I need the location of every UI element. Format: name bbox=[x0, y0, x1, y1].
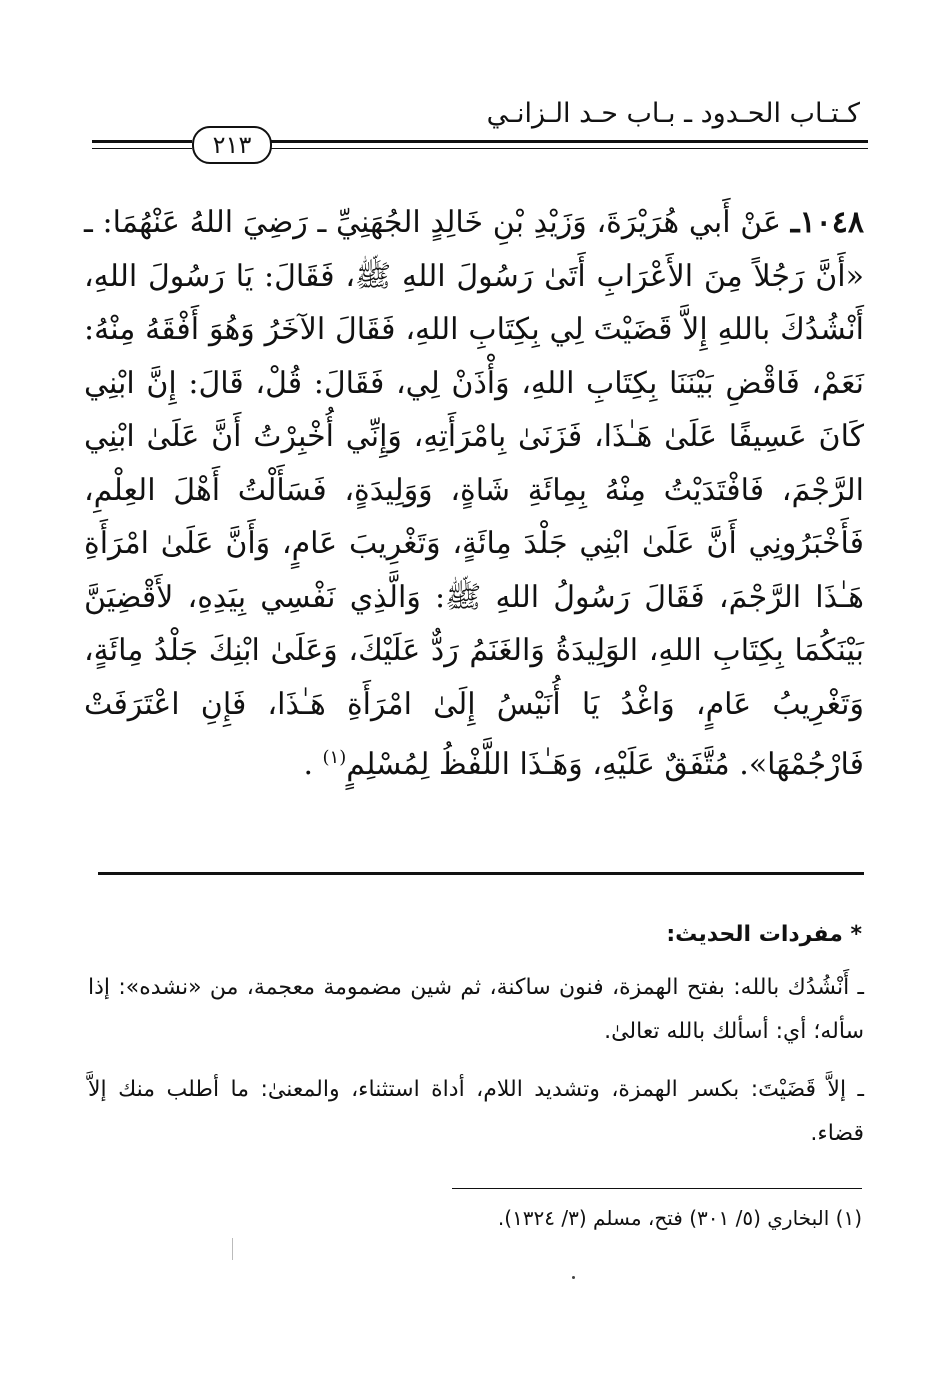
vocabulary-item: ـ إلاَّ قَضَيْتَ: بكسر الهمزة، وتشديد اللام، أداة استثناء، والمعنىٰ: ما أطلب منك إلاَّ قضاء. bbox=[88, 1077, 864, 1146]
running-title: كـتـاب الحـدود ـ بـاب حـد الـزانـي bbox=[486, 98, 860, 129]
hadith-body: عَنْ أَبي هُرَيْرَةَ، وَزَيْدِ بْنِ خَالِدٍ الجُهَنِيِّ ـ رَضِيَ اللهُ عَنْهُمَا: ـ «أَنَّ رَجُلاً مِنَ الأَعْرَابِ أَتَىٰ رَسُولَ اللهِ ﷺ، فَقَالَ: يَا رَسُولَ اللهِ، أَنْشُدُكَ باللهِ إِلاَّ قَضَيْتَ لِي بِكِتَابِ اللهِ، فَقَالَ الآخَرُ وَهُوَ أَفْقَهُ مِنْهُ: نَعَمْ، فَاقْضِ بَيْنَنَا بِكِتَابِ اللهِ، وَأْذَنْ لِي، فَقَالَ: قُلْ، قَالَ: إِنَّ ابْنِي كَانَ عَسِيفًا عَلَىٰ هَـٰذَا، فَزَنَىٰ بِامْرَأَتِهِ، وَإِنِّي أُخْبِرْتُ أَنَّ عَلَىٰ ابْنِي الرَّجْمَ، فَافْتَدَيْتُ مِنْهُ بِمِائَةِ شَاةٍ، وَوَلِيدَةٍ، فَسَأَلْتُ أَهْلَ العِلْمِ، فَأَخْبَرُونِي أَنَّ عَلَىٰ ابْنِي جَلْدَ مِائَةٍ، وَتَغْرِيبَ عَامٍ، وَأَنَّ عَلَىٰ امْرَأَةِ هَـٰذَا الرَّجْمَ، فَقَالَ رَسُولُ اللهِ ﷺ: وَالَّذِي نَفْسِي بِيَدِهِ، لأَقْضِيَنَّ بَيْنَكُمَا بِكِتَابِ اللهِ، الوَلِيدَةُ وَالغَنَمُ رَدٌّ عَلَيْكَ، وَعَلَىٰ ابْنِكَ جَلْدُ مِائَةٍ، وَتَغْرِيبُ عَامٍ، وَاغْدُ يَا أُنَيْسُ إِلَىٰ امْرَأَةِ هَـٰذَا، فَإِنِ اعْتَرَفَتْ فَارْجُمْهَا». مُتَّفَقٌ عَلَيْهِ، وَهَـٰذَا اللَّفْظُ لِمُسْلِمٍ bbox=[84, 205, 864, 782]
hadith-text-block bbox=[84, 196, 864, 792]
print-speck bbox=[572, 1276, 575, 1279]
footnote: (١) البخاري (٥/ ٣٠١) فتح، مسلم (٣/ ١٣٢٤). bbox=[497, 1206, 862, 1230]
header-rule-right-thick bbox=[270, 140, 868, 143]
hadith-number: ١٠٤٨ bbox=[799, 205, 864, 240]
header-rule-left-thin bbox=[92, 148, 192, 149]
hadith-number-dash: ـ bbox=[790, 205, 800, 240]
page-number bbox=[192, 126, 272, 164]
header-rule-right-thin bbox=[270, 148, 868, 149]
vocabulary-item: ـ أَنْشُدُك بالله: بفتح الهمزة، فنون ساكنة، ثم شين مضمومة معجمة، من «نشده»: إذا سأله؛ أي: أسألك بالله تعالىٰ. bbox=[88, 975, 864, 1044]
hadith-end-period: . bbox=[303, 747, 323, 782]
header-rule-left-thick bbox=[92, 140, 192, 143]
footnote-divider bbox=[452, 1188, 862, 1189]
section-divider bbox=[98, 872, 864, 875]
vocabulary-heading: * مفردات الحديث: bbox=[666, 922, 862, 947]
footnote-reference: (١) bbox=[322, 747, 347, 768]
print-speck bbox=[232, 1238, 233, 1260]
page-number-text: ٢١٣ bbox=[212, 131, 252, 159]
